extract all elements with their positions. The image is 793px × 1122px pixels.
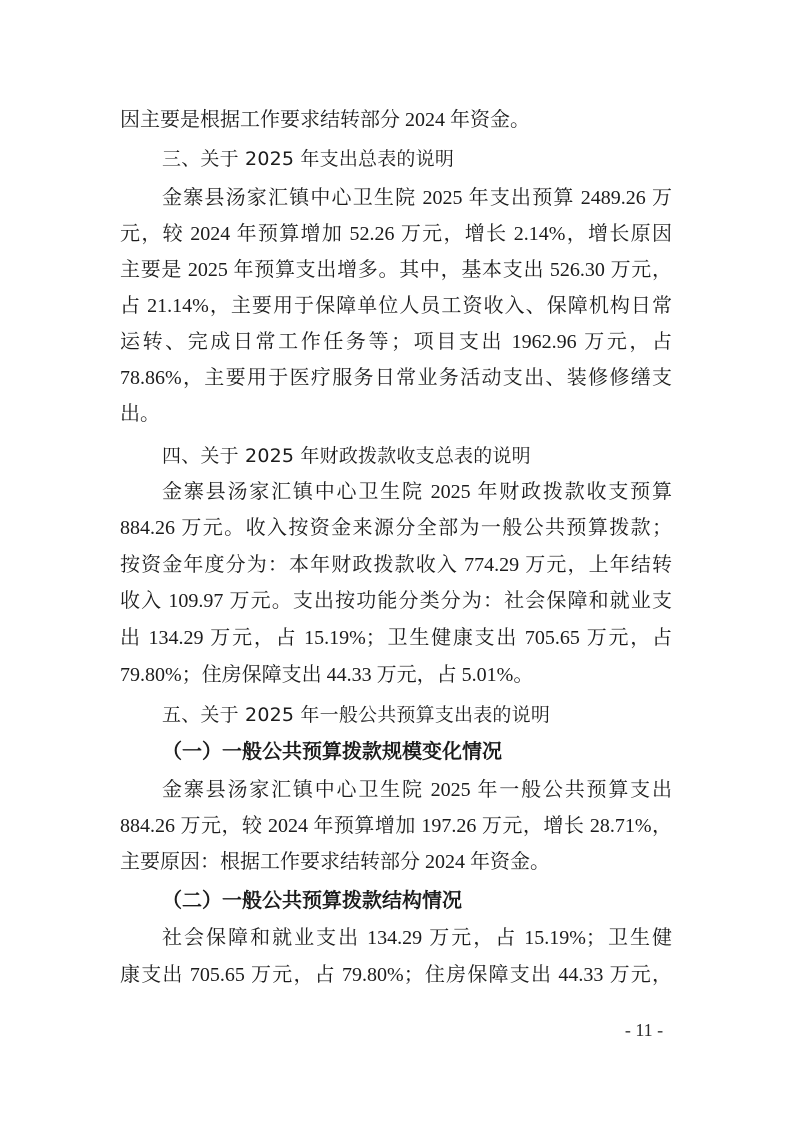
paragraph-line: 884.26 万元。收入按资金来源分全部为一般公共预算拨款； (120, 517, 672, 539)
paragraph-line: 收入 109.97 万元。支出按功能分类分为：社会保障和就业支 (120, 590, 672, 612)
paragraph-line: 主要是 2025 年预算支出增多。其中，基本支出 526.30 万元， (120, 259, 672, 281)
paragraph-line: 出 134.29 万元，占 15.19%；卫生健康支出 705.65 万元，占 (120, 627, 672, 649)
paragraph-line: 79.80%；住房保障支出 44.33 万元，占 5.01%。 (120, 664, 534, 686)
section-5-heading: 五、关于 2025 年一般公共预算支出表的说明 (162, 704, 551, 726)
paragraph-line: 884.26 万元，较 2024 年预算增加 197.26 万元，增长 28.71%， (120, 815, 672, 837)
paragraph-line: 出。 (120, 403, 160, 425)
paragraph-line: 因主要是根据工作要求结转部分 2024 年资金。 (120, 109, 530, 131)
paragraph-line: 金寨县汤家汇镇中心卫生院 2025 年一般公共预算支出 (162, 779, 672, 801)
paragraph-line: 康支出 705.65 万元，占 79.80%；住房保障支出 44.33 万元， (120, 964, 672, 986)
paragraph-line: 元，较 2024 年预算增加 52.26 万元，增长 2.14%，增长原因 (120, 223, 672, 245)
paragraph-line: 78.86%，主要用于医疗服务日常业务活动支出、装修修缮支 (120, 367, 672, 389)
page-number: - 11 - (624, 1020, 664, 1040)
paragraph-line: 主要原因：根据工作要求结转部分 2024 年资金。 (120, 851, 550, 873)
paragraph-line: 社会保障和就业支出 134.29 万元，占 15.19%；卫生健 (162, 927, 672, 949)
paragraph-line: 金寨县汤家汇镇中心卫生院 2025 年财政拨款收支预算 (162, 481, 672, 503)
section-5-subheading-1: （一）一般公共预算拨款规模变化情况 (162, 741, 502, 763)
section-4-heading: 四、关于 2025 年财政拨款收支总表的说明 (162, 445, 531, 467)
paragraph-line: 按资金年度分为：本年财政拨款收入 774.29 万元，上年结转 (120, 554, 672, 576)
section-5-subheading-2: （二）一般公共预算拨款结构情况 (162, 890, 462, 912)
section-3-heading: 三、关于 2025 年支出总表的说明 (162, 148, 455, 170)
paragraph-line: 运转、完成日常工作任务等；项目支出 1962.96 万元，占 (120, 331, 672, 353)
paragraph-line: 金寨县汤家汇镇中心卫生院 2025 年支出预算 2489.26 万 (162, 187, 672, 209)
paragraph-line: 占 21.14%，主要用于保障单位人员工资收入、保障机构日常 (120, 295, 672, 317)
